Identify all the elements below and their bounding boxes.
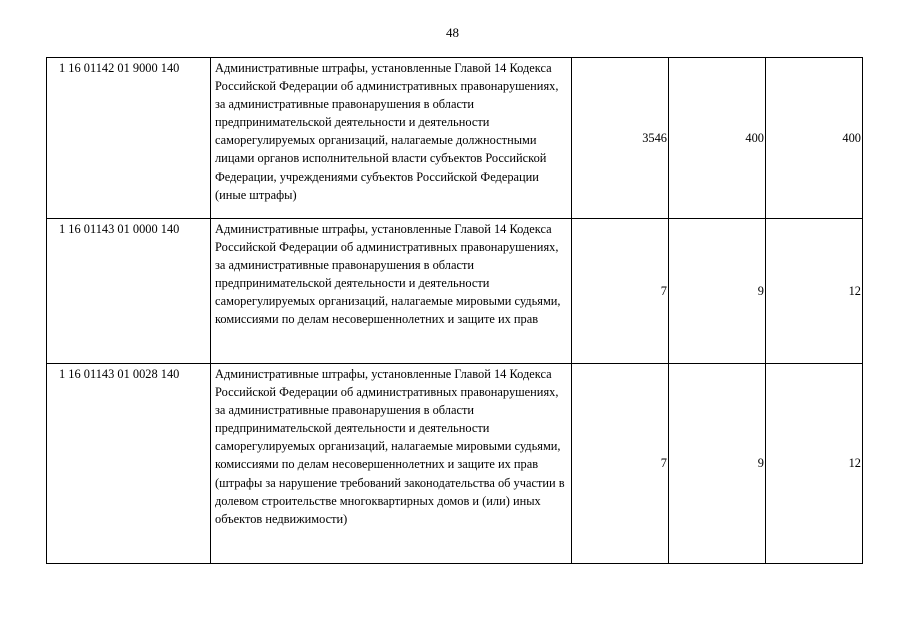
value-cell-2: 400 [669, 58, 766, 219]
value-cell-1: 7 [572, 364, 669, 564]
value-cell-1: 7 [572, 219, 669, 364]
table-row [47, 58, 863, 219]
value-cell-2: 9 [669, 364, 766, 564]
description-cell: Административные штрафы, установленные Главой 14 Кодекса Российской Федерации об административных правонарушениях, за административные правонарушения в области предпринимательской деятельности и деятельности саморегулируемых организаций, налагаемые мировыми судьями, комиссиями по делам несовершеннолетних и защите их прав [211, 219, 572, 364]
value-cell-3: 12 [766, 364, 863, 564]
description-cell: Административные штрафы, установленные Главой 14 Кодекса Российской Федерации об административных правонарушениях, за административные правонарушения в области предпринимательской деятельности и деятельности саморегулируемых организаций, налагаемые мировыми судьями, комиссиями по делам несовершеннолетних и защите их прав (штрафы за нарушение требований законодательства об участии в долевом строительстве многоквартирных домов и (или) иных объектов недвижимости) [211, 364, 572, 564]
page-number: 48 [446, 25, 459, 40]
table-row [47, 219, 863, 364]
budget-code-cell: 1 16 01143 01 0000 140 [47, 219, 211, 364]
value-cell-3: 400 [766, 58, 863, 219]
budget-code-cell: 1 16 01142 01 9000 140 [47, 58, 211, 219]
value-cell-3: 12 [766, 219, 863, 364]
budget-table [46, 57, 863, 564]
value-cell-2: 9 [669, 219, 766, 364]
value-cell-1: 3546 [572, 58, 669, 219]
description-cell: Административные штрафы, установленные Главой 14 Кодекса Российской Федерации об административных правонарушениях, за административные правонарушения в области предпринимательской деятельности и деятельности саморегулируемых организаций, налагаемые должностными лицами органов исполнительной власти субъектов Российской Федерации, учреждениями субъектов Российской Федерации (иные штрафы) [211, 58, 572, 219]
budget-code-cell: 1 16 01143 01 0028 140 [47, 364, 211, 564]
table-row [47, 364, 863, 564]
